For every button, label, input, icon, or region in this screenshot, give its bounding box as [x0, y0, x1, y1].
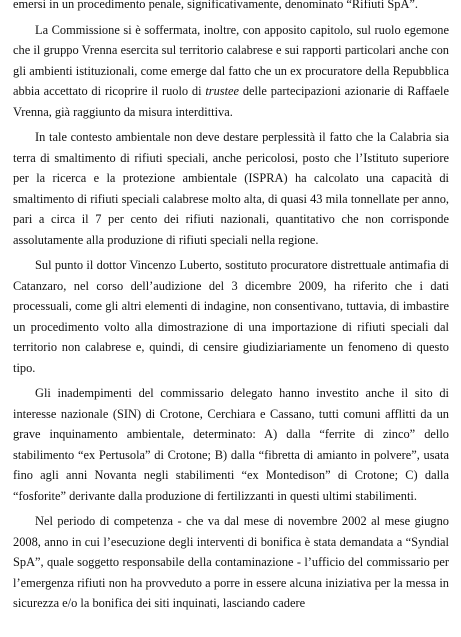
- paragraph-inadempimenti-sin-crotone: Gli inadempimenti del commissario delegato hanno investito anche il sito di interesse nazionale (SIN) di Crotone, Cerchiara e Cassano, tutti comuni afflitti da un grave inquinamento ambientale, determinato: A) dalla “ferrite di zinco” dello stabilimento “ex Pertusola” di Crotone; B) dalla “fibretta di amianto in polvere”, usata fino agli anni Novanta negli stabilimenti “ex Montedison” di Crotone; C) dalla “fosforite” derivante dalla produzione di fertilizzanti in questi ultimi stabilimenti.: [13, 386, 449, 503]
- paragraph-commissione-vrenna: [13, 20, 449, 123]
- paragraph-text-after-italic: delle partecipazioni azionarie di Raffaele Vrenna, già raggiunto da misura interdittiva.: [13, 84, 449, 119]
- paragraph-periodo-competenza: Nel periodo di competenza - che va dal mese di novembre 2002 al mese giugno 2008, anno in cui l’esecuzione degli interventi di bonifica è stata demandata a “Syndial SpA”, quale soggetto responsabile della contaminazione - l’ufficio del commissario per l’emergenza rifiuti non ha provveduto a porre in essere alcuna iniziativa per la messa in sicurezza e/o la bonifica dei siti inquinati, lasciando cadere: [13, 514, 449, 610]
- paragraph-continuation: emersi in un procedimento penale, significativamente, denominato “Rifiuti SpA”.: [13, 0, 418, 11]
- paragraph-calabria-smaltimento: In tale contesto ambientale non deve destare perplessità il fatto che la Calabria sia terra di smaltimento di rifiuti speciali, anche pericolosi, posto che l’Istituto superiore per la ricerca e la protezione ambientale (ISPRA) ha calcolato una capacità di smaltimento di rifiuti speciali calabrese molto alta, di quasi 43 mila tonnellate per anno, pari a circa il 7 per cento dei rifiuti nazionali, quantitativo che non corrisponde assolutamente alla produzione di rifiuti speciali nella regione.: [13, 130, 449, 247]
- paragraph-text-before-italic: La Commissione si è soffermata, inoltre, con apposito capitolo, sul ruolo egemone che il gruppo Vrenna esercita sul territorio calabrese e sui rapporti particolari anche con gli ambienti istituzionali, come emerge dal fatto che un ex procuratore della Repubblica abbia accettato di ricoprire il ruolo di: [13, 22, 449, 98]
- italic-term-trustee: trustee: [205, 84, 240, 98]
- paragraph-luberto-audizione: Sul punto il dottor Vincenzo Luberto, sostituto procuratore distrettuale antimafia di Catanzaro, nel corso dell’audizione del 3 dicembre 2009, ha riferito che i dati processuali, come gli altri elementi di indagine, non consentivano, tuttavia, di imbastire un procedimento volto alla dimostrazione di una importazione di rifiuti speciali dal territorio non calabrese e, quindi, di censire giudiziariamente un fenomeno di questo tipo.: [13, 258, 449, 375]
